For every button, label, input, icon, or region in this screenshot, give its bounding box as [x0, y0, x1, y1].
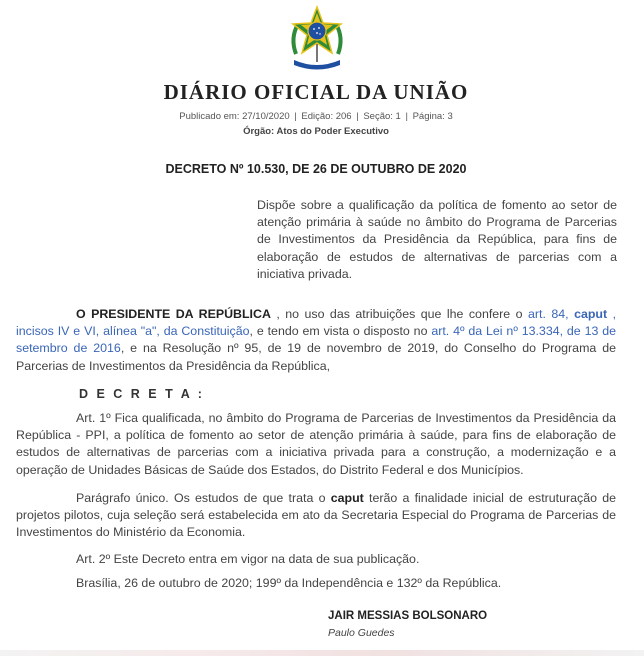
issuing-organ [0, 126, 632, 137]
article-1: Art. 1º Fica qualificada, no âmbito do Programa de Parcerias de Investimentos da Presidência da República - PPI, a política de fomento ao setor de atenção primária à saúde, para fins de elaboração de estudos de alternativas de parcerias com a iniciativa privada para a construção, a modernização e a operação de Unidades Básicas de Saúde dos Estados, do Distrito Federal e dos Municípios. [16, 411, 616, 477]
published-date: Publicado em: 27/10/2020 [179, 111, 290, 122]
sole-paragraph [16, 490, 616, 542]
decreta-heading: D E C R E T A : [79, 387, 205, 401]
preamble-paragraph [16, 306, 616, 375]
closing-date-line: Brasília, 26 de outubro de 2020; 199º da Independência e 132º da República. [76, 576, 502, 590]
constitution-link-caput: caput [574, 307, 608, 321]
organ-value: Atos do Poder Executivo [276, 126, 389, 137]
constitution-link-text-2: , incisos IV e VI, alínea "a", da Constituição [16, 307, 617, 339]
section-number: Seção: 1 [363, 111, 401, 122]
publication-meta: Publicado em: 27/10/2020 | Edição: 206 | Seção: 1 | Página: 3 [179, 111, 453, 122]
president-signature: JAIR MESSIAS BOLSONARO [328, 610, 488, 622]
preamble-text-2: , e tendo em vista o disposto no [249, 324, 432, 339]
organ-label: Órgão: [243, 126, 275, 137]
page-number: Página: 3 [412, 111, 453, 122]
newspaper-title: DIÁRIO OFICIAL DA UNIÃO [163, 80, 469, 104]
constitution-link-text: art. 84, [528, 307, 569, 321]
decree-title: DECRETO Nº 10.530, DE 26 DE OUTUBRO DE 2020 [165, 162, 467, 176]
minister-signature: Paulo Guedes [328, 627, 395, 639]
sole-paragraph-caput: caput [330, 491, 364, 505]
article-2: Art. 2º Este Decreto entra em vigor na data de sua publicação. [76, 552, 420, 566]
sole-paragraph-text-2: terão a finalidade inicial de estruturação de projetos pilotos, cuja seleção será estabelecida em ato da Secretaria Especial do Programa de Parcerias de Investimentos do Ministério da Economia. [16, 491, 616, 540]
edition-number: Edição: 206 [301, 111, 352, 122]
preamble-text-3: , e na Resolução nº 95, de 19 de novembro de 2019, do Conselho do Programa de Parcerias de Investimentos da Presidência da República, [16, 341, 616, 373]
law-13334-link[interactable]: art. 4º da Lei nº 13.334, de 13 de setembro de 2016 [16, 324, 616, 356]
page-bottom-edge [0, 650, 644, 656]
decree-summary: Dispõe sobre a qualificação da política de fomento ao setor de atenção primária à saúde no âmbito do Programa de Parcerias de Investimentos da Presidência da República, para fins de elaboração de estudos de alternativas de parcerias com a iniciativa privada. [257, 198, 617, 281]
president-heading: O PRESIDENTE DA REPÚBLICA [76, 307, 271, 321]
sole-paragraph-text-1: Parágrafo único. Os estudos de que trata o [76, 491, 331, 505]
preamble-text-1: , no uso das atribuições que lhe confere o [270, 307, 528, 321]
coat-of-arms-emblem [286, 4, 348, 72]
